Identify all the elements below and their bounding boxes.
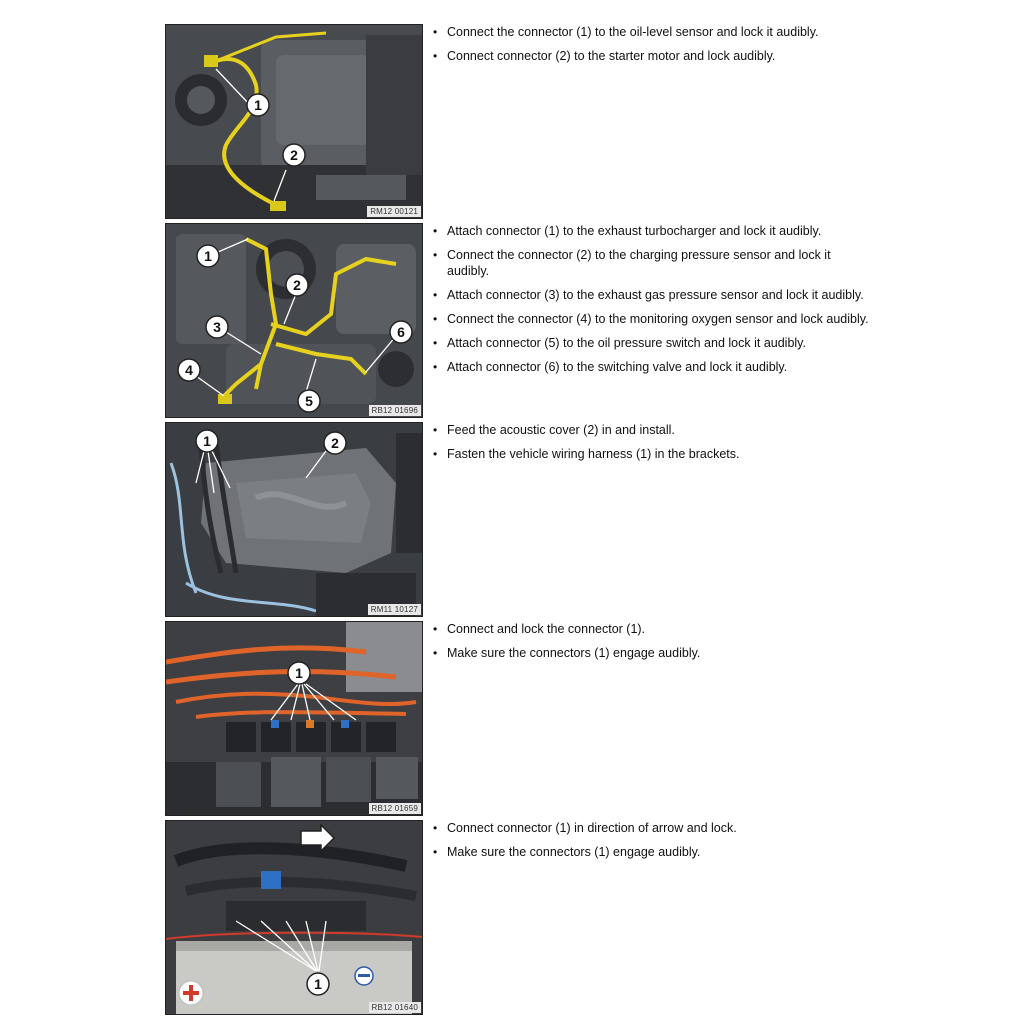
svg-text:3: 3 [213, 319, 221, 335]
instruction-item: • Connect the connector (2) to the charging pressure sensor and lock it audibly. [432, 247, 872, 279]
step-5-photo [165, 820, 423, 1015]
callout-layer-4 [166, 622, 422, 815]
callout-6 [390, 321, 412, 343]
callout-1 [197, 245, 219, 267]
callout-1 [307, 973, 329, 995]
step-1-instructions [432, 24, 872, 72]
image-reference-code: RB12 01659 [369, 803, 421, 814]
instruction-item: • Connect connector (2) to the starter motor and lock audibly. [432, 48, 872, 64]
svg-text:2: 2 [293, 277, 301, 293]
image-reference-code: RB12 01640 [369, 1002, 421, 1013]
image-reference-code: RM11 10127 [368, 604, 421, 615]
step-3-photo [165, 422, 423, 617]
svg-text:1: 1 [204, 248, 212, 264]
callout-layer-1 [166, 25, 422, 218]
callout-2 [324, 432, 346, 454]
svg-text:1: 1 [295, 665, 303, 681]
svg-text:2: 2 [331, 435, 339, 451]
callout-4 [178, 359, 200, 381]
instruction-item: • Connect and lock the connector (1). [432, 621, 872, 637]
instruction-item: • Attach connector (3) to the exhaust gas pressure sensor and lock it audibly. [432, 287, 872, 303]
step-5-instructions [432, 820, 872, 868]
svg-text:1: 1 [314, 976, 322, 992]
instruction-item: • Connect the connector (1) to the oil-level sensor and lock it audibly. [432, 24, 872, 40]
callout-5 [298, 390, 320, 412]
instruction-item: • Connect the connector (4) to the monitoring oxygen sensor and lock audibly. [432, 311, 872, 327]
svg-text:5: 5 [305, 393, 313, 409]
callout-layer-2 [166, 224, 422, 417]
instruction-item: • Fasten the vehicle wiring harness (1) in the brackets. [432, 446, 872, 462]
instruction-item: • Feed the acoustic cover (2) in and install. [432, 422, 872, 438]
step-2-instructions [432, 223, 872, 383]
image-reference-code: RM12 00121 [367, 206, 421, 217]
instruction-item: • Connect connector (1) in direction of arrow and lock. [432, 820, 872, 836]
svg-text:2: 2 [290, 147, 298, 163]
svg-text:1: 1 [203, 433, 211, 449]
instruction-item: • Make sure the connectors (1) engage audibly. [432, 844, 872, 860]
callout-1 [288, 662, 310, 684]
instruction-item: • Attach connector (1) to the exhaust turbocharger and lock it audibly. [432, 223, 872, 239]
image-reference-code: RB12 01696 [369, 405, 421, 416]
callout-1 [247, 94, 269, 116]
step-4-photo [165, 621, 423, 816]
step-4-instructions [432, 621, 872, 669]
callout-1 [196, 430, 218, 452]
instruction-item: • Make sure the connectors (1) engage audibly. [432, 645, 872, 661]
callout-2 [283, 144, 305, 166]
callout-layer-5 [166, 821, 422, 1014]
step-1-photo [165, 24, 423, 219]
step-2-photo [165, 223, 423, 418]
svg-text:1: 1 [254, 97, 262, 113]
callout-2 [286, 274, 308, 296]
step-3-instructions [432, 422, 872, 470]
instruction-item: • Attach connector (6) to the switching valve and lock it audibly. [432, 359, 872, 375]
instruction-item: • Attach connector (5) to the oil pressure switch and lock it audibly. [432, 335, 872, 351]
svg-text:4: 4 [185, 362, 193, 378]
callout-3 [206, 316, 228, 338]
svg-text:6: 6 [397, 324, 405, 340]
callout-layer-3 [166, 423, 422, 616]
